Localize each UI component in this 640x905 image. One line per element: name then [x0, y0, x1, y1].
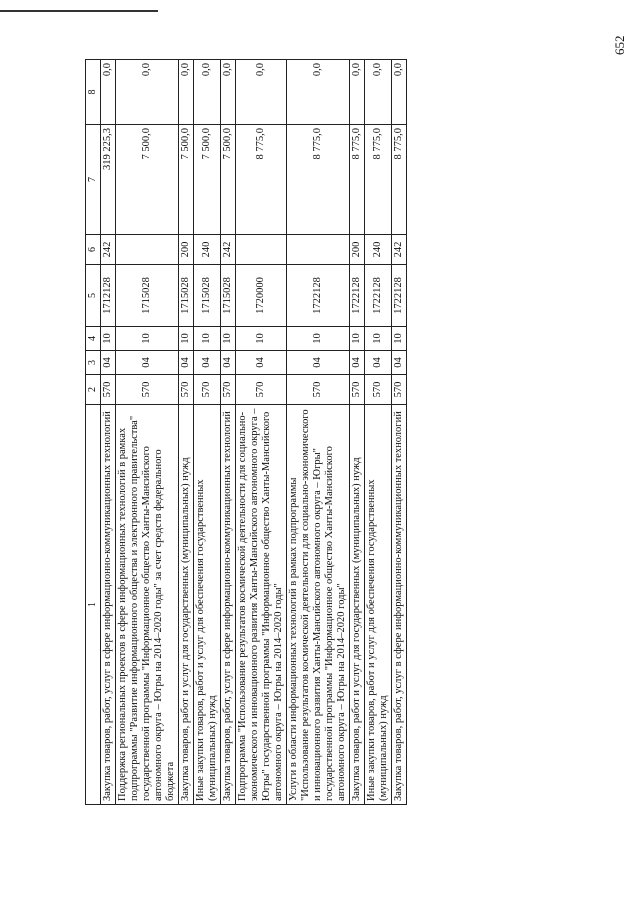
row-amount-7: 319 225,3 [101, 125, 116, 235]
row-amount-8: 0,0 [365, 60, 392, 125]
row-amount-8: 0,0 [287, 60, 350, 125]
row-amount-8: 0,0 [194, 60, 221, 125]
row-code-4: 10 [392, 327, 407, 351]
row-amount-7: 8 775,0 [287, 125, 350, 235]
row-code-6: 242 [221, 235, 236, 265]
table-row [194, 60, 221, 805]
page-number: 652 [612, 35, 627, 55]
row-code-2: 570 [392, 375, 407, 405]
column-header-7: 7 [86, 125, 101, 235]
row-code-2: 570 [365, 375, 392, 405]
row-description: Подпрограмма "Использование результатов космической деятельности для социально-экономического и инновационного развития Ханты-Мансийского автономного округа – Югры" государственной программы "Информационное общество Ханты-Мансийского автономного округа – Югры на 2014–2020 годы" [236, 405, 287, 805]
row-code-5: 1722128 [365, 265, 392, 327]
row-code-4: 10 [350, 327, 365, 351]
row-amount-7: 7 500,0 [221, 125, 236, 235]
row-code-4: 10 [365, 327, 392, 351]
table-row [179, 60, 194, 805]
row-code-3: 04 [287, 351, 350, 375]
row-code-2: 570 [287, 375, 350, 405]
row-code-3: 04 [392, 351, 407, 375]
row-code-5: 1722128 [392, 265, 407, 327]
column-header-4: 4 [86, 327, 101, 351]
table-row [116, 60, 179, 805]
row-description: Иные закупки товаров, работ и услуг для обеспечения государственных (муниципальных) нужд [194, 405, 221, 805]
row-amount-8: 0,0 [116, 60, 179, 125]
row-code-3: 04 [221, 351, 236, 375]
row-code-3: 04 [116, 351, 179, 375]
row-code-4: 10 [116, 327, 179, 351]
table-row [287, 60, 350, 805]
table-row [392, 60, 407, 805]
row-code-2: 570 [221, 375, 236, 405]
row-description: Закупка товаров, работ, услуг в сфере информационно-коммуникационных технологий [392, 405, 407, 805]
table-row [221, 60, 236, 805]
row-description: Закупка товаров, работ, услуг в сфере информационно-коммуникационных технологий [221, 405, 236, 805]
row-description: Закупка товаров, работ и услуг для государственных (муниципальных) нужд [179, 405, 194, 805]
row-amount-8: 0,0 [179, 60, 194, 125]
row-code-6: 242 [392, 235, 407, 265]
row-description: Поддержка региональных проектов в сфере информационных технологий в рамках подпрограммы "Развитие информационного общества и электронного правительства" государственной программы "Информационное общество Ханты-Мансийского автономного округа – Югры на 2014–2020 годы" за счет средств федерального бюджета [116, 405, 179, 805]
column-header-8: 8 [86, 60, 101, 125]
row-code-6 [236, 235, 287, 265]
row-code-3: 04 [365, 351, 392, 375]
column-header-3: 3 [86, 351, 101, 375]
row-code-2: 570 [350, 375, 365, 405]
row-code-6: 200 [350, 235, 365, 265]
row-amount-7: 8 775,0 [350, 125, 365, 235]
row-code-6: 242 [101, 235, 116, 265]
column-header-2: 2 [86, 375, 101, 405]
row-code-5: 1722128 [350, 265, 365, 327]
table-row [101, 60, 116, 805]
row-amount-7: 8 775,0 [236, 125, 287, 235]
row-code-6 [116, 235, 179, 265]
column-header-6: 6 [86, 235, 101, 265]
row-code-4: 10 [194, 327, 221, 351]
row-description: Услуги в области информационных технологий в рамках подпрограммы "Использование результатов космической деятельности для социально-экономического и инновационного развития Ханты-Мансийского автономного округа – Югры" государственной программы "Информационное общество Ханты-Мансийского автономного округа – Югры на 2014–2020 годы" [287, 405, 350, 805]
row-code-5: 1712128 [101, 265, 116, 327]
row-amount-8: 0,0 [221, 60, 236, 125]
row-description: Закупка товаров, работ и услуг для государственных (муниципальных) нужд [350, 405, 365, 805]
row-description: Иные закупки товаров, работ и услуг для обеспечения государственных (муниципальных) нужд [365, 405, 392, 805]
row-code-4: 10 [101, 327, 116, 351]
table-row [365, 60, 392, 805]
table-body [101, 60, 407, 805]
row-code-2: 570 [179, 375, 194, 405]
row-description: Закупка товаров, работ, услуг в сфере информационно-коммуникационных технологий [101, 405, 116, 805]
row-amount-7: 7 500,0 [179, 125, 194, 235]
row-code-5: 1715028 [194, 265, 221, 327]
row-code-6: 240 [194, 235, 221, 265]
row-code-3: 04 [101, 351, 116, 375]
table-row [350, 60, 365, 805]
row-code-2: 570 [101, 375, 116, 405]
row-code-4: 10 [287, 327, 350, 351]
row-code-2: 570 [236, 375, 287, 405]
row-code-5: 1715028 [221, 265, 236, 327]
row-code-4: 10 [236, 327, 287, 351]
column-header-1: 1 [86, 405, 101, 805]
row-code-5: 1715028 [179, 265, 194, 327]
column-header-5: 5 [86, 265, 101, 327]
row-code-2: 570 [116, 375, 179, 405]
row-code-5: 1715028 [116, 265, 179, 327]
row-code-6: 240 [365, 235, 392, 265]
row-code-5: 1720000 [236, 265, 287, 327]
row-code-3: 04 [350, 351, 365, 375]
row-amount-7: 7 500,0 [116, 125, 179, 235]
top-rule [0, 10, 158, 12]
row-amount-7: 7 500,0 [194, 125, 221, 235]
row-code-4: 10 [221, 327, 236, 351]
row-code-3: 04 [194, 351, 221, 375]
table-header-row [86, 60, 101, 805]
row-amount-8: 0,0 [236, 60, 287, 125]
row-code-2: 570 [194, 375, 221, 405]
rotated-page-content [85, 60, 607, 805]
row-amount-8: 0,0 [101, 60, 116, 125]
row-code-3: 04 [236, 351, 287, 375]
row-amount-8: 0,0 [350, 60, 365, 125]
row-code-3: 04 [179, 351, 194, 375]
row-code-5: 1722128 [287, 265, 350, 327]
row-code-6 [287, 235, 350, 265]
row-amount-8: 0,0 [392, 60, 407, 125]
row-code-6: 200 [179, 235, 194, 265]
row-code-4: 10 [179, 327, 194, 351]
table-row [236, 60, 287, 805]
budget-table [85, 59, 407, 805]
row-amount-7: 8 775,0 [365, 125, 392, 235]
row-amount-7: 8 775,0 [392, 125, 407, 235]
